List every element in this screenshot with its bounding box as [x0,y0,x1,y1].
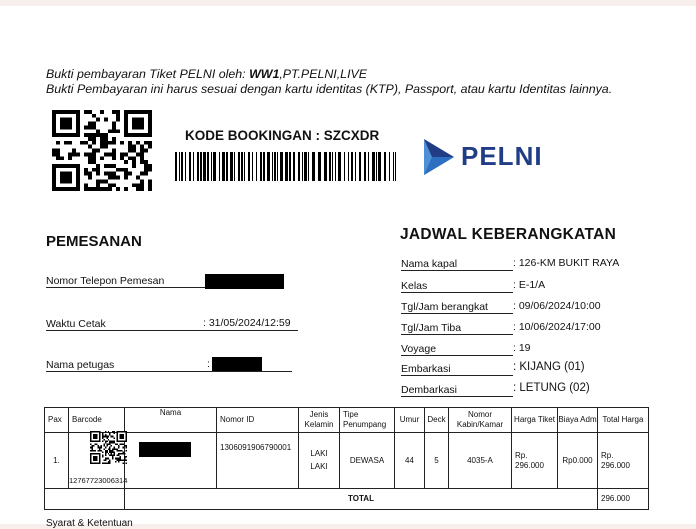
officer-colon: : [207,358,210,370]
agent-code: WW1 [249,67,280,81]
identity-notice-line: Bukti Pembayaran ini harus sesuai dengan kartu identitas (KTP), Passport, atau kartu Identitas lainnya. [46,82,613,96]
cell-total-harga: Rp. 296.000 [598,433,649,489]
phone-redacted [205,274,284,289]
header-biaya-adm: Biaya Adm [558,408,598,433]
print-time-value: : 31/05/2024/12:59 [203,317,291,329]
class-label: Kelas [401,280,428,292]
header-barcode: Barcode [69,408,125,433]
cell-nomor-kabin: 4035-A [449,433,512,489]
embarkation-label: Embarkasi [401,363,451,375]
phone-label: Nomor Telepon Pemesan [46,275,165,287]
voyage-label: Voyage [401,343,437,355]
terms-label: Syarat & Ketentuan [46,518,133,529]
officer-label: Nama petugas [46,359,115,371]
header-jenis-kelamin: Jenis Kelamin [299,408,340,433]
header-tipe-penumpang: Tipe Penumpang [340,408,395,433]
disembarkation-underline [401,396,513,397]
header-umur: Umur [395,408,425,433]
header-deck: Deck [425,408,449,433]
name-redacted [139,442,191,457]
disembarkation-label: Dembarkasi [401,384,458,396]
cell-pax: 1. [45,433,69,489]
departure-value: : 09/06/2024/10:00 [513,300,601,312]
booking-qr-code [52,110,152,191]
departure-underline [401,313,513,314]
embarkation-value: : KIJANG (01) [513,361,585,373]
header-harga-tiket: Harga Tiket [512,408,558,433]
cell-nomor-id: 1306091906790001 [217,433,299,489]
print-time-underline [46,330,298,331]
voyage-value: : 19 [513,342,531,354]
ship-name-label: Nama kapal [401,258,458,270]
total-label: TOTAL [125,489,598,510]
header-pax: Pax [45,408,69,433]
table-row [45,433,649,489]
table-total-row [45,489,649,510]
print-time-label: Waktu Cetak [46,318,106,330]
cell-nama [125,433,217,489]
passenger-qr-code [90,431,127,464]
arrival-label: Tgl/Jam Tiba [401,322,462,334]
ship-name-value: : 126-KM BUKIT RAYA [513,257,620,269]
ticket-page [0,6,696,529]
passenger-table [44,407,649,510]
table-header-row [45,408,649,433]
total-value: 296.000 [598,489,649,510]
pemesanan-title: PEMESANAN [46,233,142,250]
cell-jenis-kelamin: LAKI LAKI [299,433,340,489]
header-nama: Nama [125,408,217,433]
officer-redacted [212,357,262,371]
total-empty-cell [45,489,125,510]
voyage-underline [401,355,513,356]
jadwal-title: JADWAL KEBERANGKATAN [400,226,617,243]
officer-underline [46,371,292,372]
cell-biaya-adm: Rp0.000 [558,433,598,489]
cell-deck: 5 [425,433,449,489]
ship-name-underline [401,270,513,271]
arrival-underline [401,334,513,335]
disembarkation-value: : LETUNG (02) [513,382,590,394]
pelni-logo-text: PELNI [461,141,543,171]
pelni-logo [423,135,573,178]
arrival-value: : 10/06/2024/17:00 [513,321,601,333]
booking-code-label: KODE BOOKINGAN : SZCXDR [185,128,380,143]
payment-proof-line: Bukti pembayaran Tiket PELNI oleh: WW1,PT.PELNI,LIVE [46,67,368,81]
cell-umur: 44 [395,433,425,489]
embarkation-underline [401,375,513,376]
pelni-logo-icon [423,137,455,177]
departure-label: Tgl/Jam berangkat [401,301,488,313]
passenger-barcode-number: 12767723006314 [69,476,128,485]
booking-barcode [175,152,397,181]
cell-harga-tiket: Rp. 296.000 [512,433,558,489]
class-value: : E-1/A [513,279,546,291]
class-underline [401,292,513,293]
cell-tipe-penumpang: DEWASA [340,433,395,489]
header-nomor-kabin: Nomor Kabin/Kamar [449,408,512,433]
header-total-harga: Total Harga [598,408,649,433]
header-nomor-id: Nomor ID [217,408,299,433]
